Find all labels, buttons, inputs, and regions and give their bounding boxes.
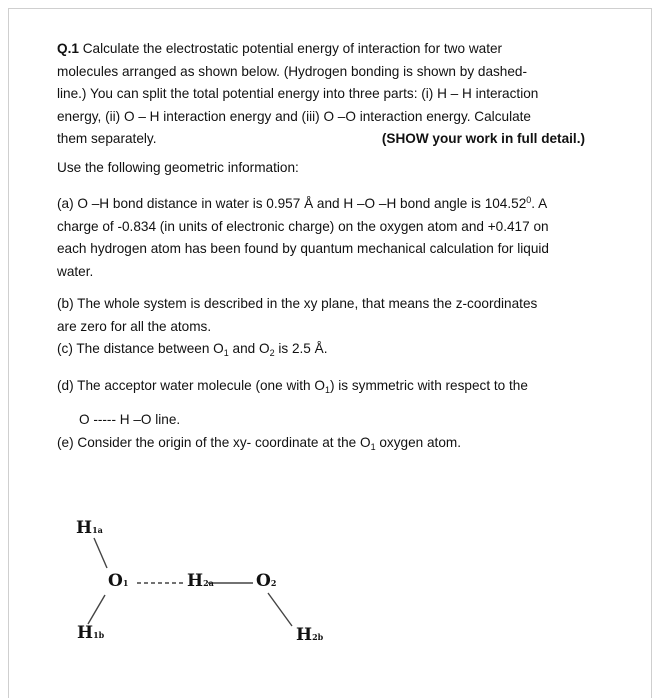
- question-line-2: molecules arranged as shown below. (Hydrogen bonding is shown by dashed-: [57, 63, 528, 79]
- item-c: [57, 338, 597, 365]
- item-e-pre: (e) Consider the origin of the xy- coordinate at the O: [57, 434, 371, 450]
- atom-h1a-symbol: H: [76, 518, 93, 538]
- item-d-line-2: O ----- H –O line.: [79, 412, 181, 427]
- atom-o1-sub: 1: [122, 578, 129, 588]
- item-a-text: (a) O –H bond distance in water is 0.957 Å and H –O –H bond angle is 104.52: [57, 196, 527, 211]
- atom-h1b-symbol: H: [77, 623, 94, 643]
- atom-h1b: [77, 623, 104, 643]
- bond-o1-h1b: [88, 595, 105, 624]
- question-number: Q.1: [57, 41, 79, 56]
- atom-o2: [256, 571, 276, 591]
- item-c-sub2: 2: [269, 348, 275, 358]
- atom-h1a: [76, 518, 103, 538]
- atom-o2-symbol: O: [256, 571, 271, 591]
- atom-o1: [108, 571, 128, 591]
- question-line-3: line.) You can split the total potential energy into three parts: (i) H – H interaction: [57, 86, 539, 101]
- item-b-line-2: are zero for all the atoms.: [57, 318, 212, 334]
- item-b: [57, 293, 597, 338]
- item-a-line-2: charge of -0.834 (in units of electronic charge) on the oxygen atom and +0.417 on: [57, 218, 549, 234]
- atom-h2b: [296, 625, 323, 645]
- question-block: [57, 38, 597, 151]
- question-text-1: Calculate the electrostatic potential energy of interaction for two water: [82, 41, 503, 56]
- atom-h2a: [187, 571, 214, 591]
- atom-o1-symbol: O: [108, 571, 123, 591]
- atom-h2b-symbol: H: [296, 625, 313, 645]
- atom-h2a-symbol: H: [187, 571, 204, 591]
- item-e-sub: 1: [370, 441, 376, 452]
- item-a-line-1: [57, 189, 597, 216]
- item-a-line-3: each hydrogen atom has been found by quantum mechanical calculation for liquid: [57, 241, 549, 256]
- item-c-mid: and O: [228, 341, 270, 356]
- item-a-line-4: water.: [57, 263, 94, 279]
- bond-o2-h2b: [268, 593, 292, 626]
- document-body: [57, 38, 597, 458]
- item-c-sub1: 1: [223, 348, 229, 358]
- question-line-4: energy, (ii) O – H interaction energy and (iii) O –O interaction energy. Calculate: [57, 108, 531, 124]
- item-e-post: oxygen atom.: [375, 434, 461, 450]
- atom-h2b-sub: 2b: [312, 632, 324, 642]
- item-d-post: ) is symmetric with respect to the: [329, 377, 528, 393]
- intro-text: Use the following geometric information:: [57, 159, 299, 175]
- atom-o2-sub: 2: [270, 578, 277, 588]
- item-a-text-post: . A: [531, 196, 548, 211]
- degree-sup: 0: [526, 195, 532, 205]
- item-b-line-1: (b) The whole system is described in the xy plane, that means the z-coordinates: [57, 296, 538, 311]
- item-d: [57, 375, 597, 432]
- question-line-1: [57, 38, 597, 61]
- show-work-note: (SHOW your work in full detail.): [381, 131, 585, 146]
- water-dimer-diagram: [60, 508, 360, 668]
- atom-h2a-sub: 2a: [203, 578, 214, 588]
- item-d-pre: (d) The acceptor water molecule (one with O: [57, 377, 325, 393]
- question-text-5: them separately.: [57, 131, 157, 146]
- atom-h1b-sub: 1b: [93, 630, 105, 640]
- atom-h1a-sub: 1a: [92, 525, 103, 535]
- item-d-line-1: [57, 375, 597, 402]
- item-c-post: is 2.5 Å.: [274, 341, 328, 356]
- item-c-pre: (c) The distance between O: [57, 341, 224, 356]
- question-line-5: [57, 128, 597, 151]
- item-e: [57, 432, 597, 459]
- item-d-sub: 1: [324, 384, 330, 395]
- bond-o1-h1a: [94, 538, 107, 568]
- item-a: [57, 189, 597, 283]
